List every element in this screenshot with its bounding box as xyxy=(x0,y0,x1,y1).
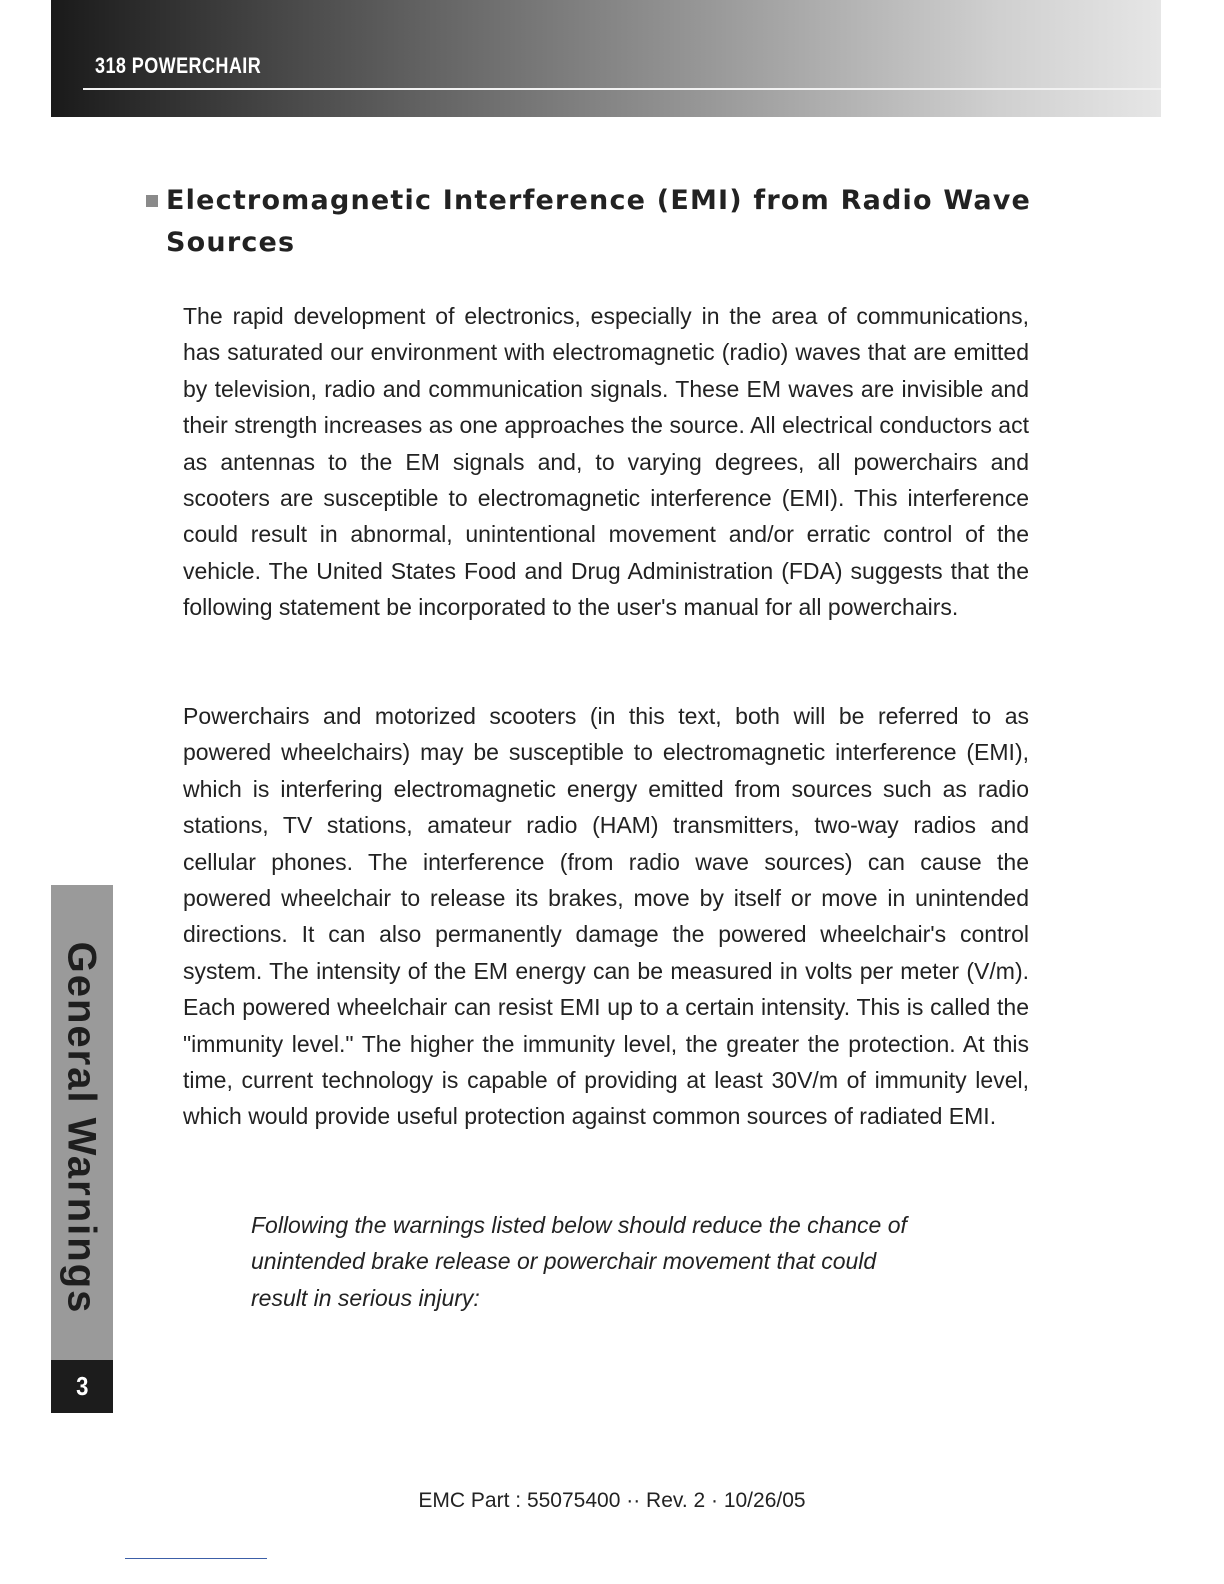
square-bullet-icon xyxy=(146,195,158,207)
paragraph-fda-statement: Powerchairs and motorized scooters (in this text, both will be referred to as powered wheelchairs) may be susceptible to electromagnetic interference (EMI), which is interfering electromagnetic energy emitted from sources such as radio stations, TV stations, amateur radio (HAM) transmitters, two-way radios and cellular phones. The interference (from radio wave sources) can cause the powered wheelchair to release its brakes, move by itself or move in unintended directions. It can also permanently damage the powered wheelchair's control system. The intensity of the EM energy can be measured in volts per meter (V/m). Each powered wheelchair can resist EMI up to a certain intensity. This is called the "immunity level." The higher the immunity level, the greater the protection. At this time, current technology is capable of providing at least 30V/m of immunity level, which would provide useful protection against common sources of radiated EMI. xyxy=(183,703,1029,1130)
side-tab-label: General Warnings xyxy=(59,941,104,1315)
page-number: 3 xyxy=(75,1371,89,1401)
heading-line-2: Sources xyxy=(166,227,296,258)
warning-note: Following the warnings listed below should reduce the chance of unintended brake release or powerchair movement that could result in serious injury: xyxy=(251,1212,907,1311)
header-divider xyxy=(83,88,1161,90)
section-heading xyxy=(146,180,1046,264)
footer-underline xyxy=(125,1558,267,1559)
footer-part-info: EMC Part : 55075400 ·· Rev. 2 · 10/26/05 xyxy=(418,1489,806,1512)
header-title: 318 POWERCHAIR xyxy=(95,53,262,78)
page-number-box xyxy=(51,1360,113,1413)
heading-line-1: Electromagnetic Interference (EMI) from Radio Wave xyxy=(166,185,1032,216)
paragraph-intro: The rapid development of electronics, especially in the area of communications, has saturated our environment with electromagnetic (radio) waves that are emitted by television, radio and communication signals. These EM waves are invisible and their strength increases as one approaches the source. All electrical conductors act as antennas to the EM signals and, to varying degrees, all powerchairs and scooters are susceptible to electromagnetic interference (EMI). This interference could result in abnormal, unintentional movement and/or erratic control of the vehicle. The United States Food and Drug Administration (FDA) suggests that the following statement be incorporated to the user's manual for all powerchairs. xyxy=(183,303,1029,621)
